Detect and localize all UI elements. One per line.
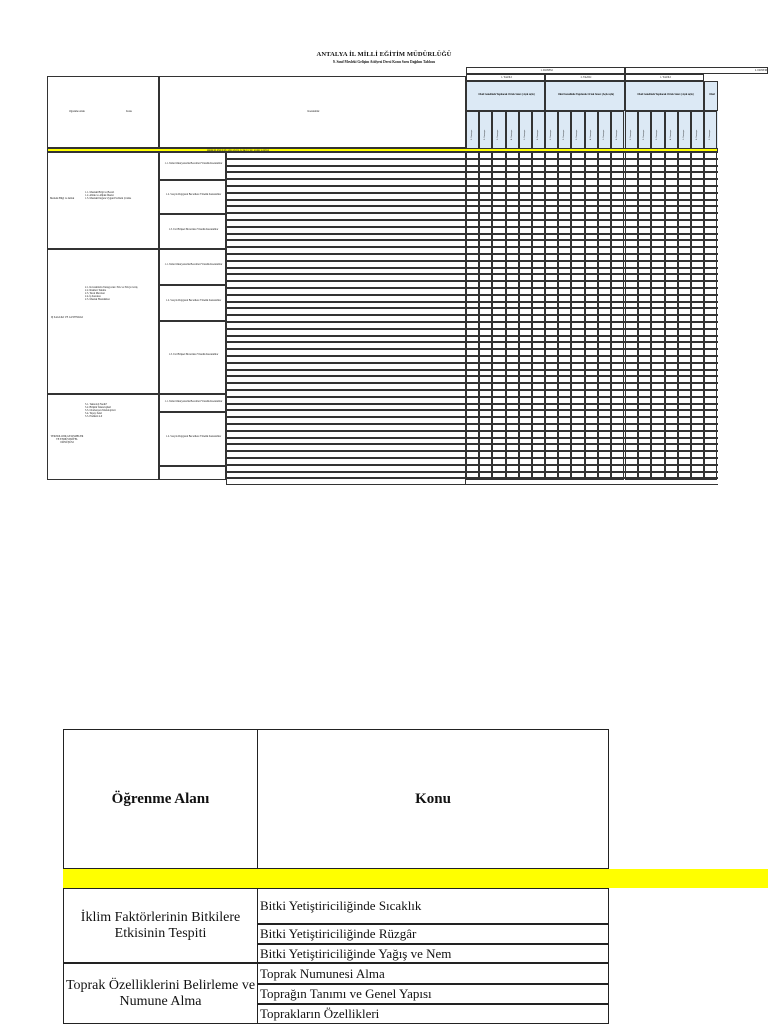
scenario-label: 4. Senaryo: [668, 129, 672, 140]
zoom-header-topic: Konu: [257, 729, 609, 869]
outcome-row: [226, 274, 466, 281]
outcome-row: [226, 302, 466, 309]
header-outcomes: Kazanımlar: [307, 110, 320, 113]
outcome-row: [226, 472, 466, 479]
outcome-row-grid: [466, 200, 718, 207]
outcome-row-grid: [466, 274, 718, 281]
outcome-row-grid: [466, 444, 718, 451]
outcome-row-grid: [466, 254, 718, 261]
scenario-label: 5. Senaryo: [601, 129, 605, 140]
outcome-row: [226, 152, 466, 159]
outcome-row: [226, 444, 466, 451]
outcome-row-grid: [466, 397, 718, 404]
outcome-row: [226, 329, 466, 336]
scenario-label: 1. Senaryo: [470, 129, 473, 140]
outcome-row: [226, 159, 466, 166]
scenario-label: 5. Senaryo: [522, 129, 526, 140]
outcome-row-grid: [466, 478, 718, 485]
scenario-label: 4. Senaryo: [509, 129, 513, 140]
outcome-row-grid: [466, 206, 718, 213]
outcome-row-grid: [466, 431, 718, 438]
sub-row-1-2: 1.2. Sosyal-Duygusal Becerilere Yönelik Kazanımlar: [159, 180, 226, 214]
outcome-row-grid: [466, 383, 718, 390]
scenario-header-1: Okul Genelinde Yapılacak Ortak Sınav (Açık uçlu): [466, 81, 545, 111]
outcome-row: [226, 458, 466, 465]
outcome-row: [226, 431, 466, 438]
outcome-row-grid: [466, 315, 718, 322]
scenario-header-4: Okul: [704, 81, 718, 111]
sub-row-3-2: 1.2. Sosyal-Duygusal Becerilere Yönelik Kazanımlar: [159, 412, 226, 466]
header-topic: Konu: [126, 110, 132, 113]
outcome-row-grid: [466, 438, 718, 445]
scenario-label: 1. Senaryo: [708, 129, 711, 140]
outcome-row: [226, 424, 466, 431]
outcome-row: [226, 295, 466, 302]
outcome-row-grid: [466, 342, 718, 349]
outcome-row-grid: [466, 281, 718, 288]
exam-2-header: 2. YAZILI: [545, 74, 625, 81]
outcome-row: [226, 336, 466, 343]
outcome-row-grid: [466, 451, 718, 458]
exam-3-header: 1. YAZILI: [625, 74, 704, 81]
scenario-header-3: Okul Genelinde Yapılacak Ortak Sınav (Açık uçlu): [625, 81, 704, 111]
outcome-row: [226, 356, 466, 363]
outcome-row-grid: [466, 404, 718, 411]
outcome-row: [226, 227, 466, 234]
outcome-row: [226, 383, 466, 390]
outcome-row-grid: [466, 227, 718, 234]
outcome-row: [226, 370, 466, 377]
outcome-row: [226, 288, 466, 295]
outcome-row: [226, 451, 466, 458]
outcome-row-grid: [466, 172, 718, 179]
outcome-row-grid: [466, 193, 718, 200]
outcome-row: [226, 220, 466, 227]
outcome-row: [226, 166, 466, 173]
outcome-row-grid: [466, 247, 718, 254]
sub-row-1-1: 1.1. Temel Okuryazarlık Becerileri Yönelik Kazanımlar: [159, 152, 226, 180]
outcome-row: [226, 193, 466, 200]
sub-row-3-1: 1.1. Temel Okuryazarlık Becerileri Yönelik Kazanımlar: [159, 394, 226, 412]
sub-row-3-3: [159, 466, 226, 480]
outcome-row: [226, 465, 466, 472]
outcome-row: [226, 281, 466, 288]
outcome-row-grid: [466, 363, 718, 370]
scenario-label: 5. Senaryo: [681, 129, 685, 140]
zoom-topic-1-1: Bitki Yetiştiriciliğinde Sıcaklık: [257, 888, 609, 924]
zoom-topic-1-2: Bitki Yetiştiriciliğinde Rüzgâr: [257, 924, 609, 944]
header-learning-area: Öğrenme Alanı: [69, 110, 85, 113]
scenario-label: 1. Senaryo: [549, 129, 552, 140]
outcome-row-grid: [466, 308, 718, 315]
scenario-label: 6. Senaryo: [615, 129, 618, 140]
outcome-row: [226, 390, 466, 397]
scenario-label: 6. Senaryo: [695, 129, 698, 140]
outcome-row: [226, 206, 466, 213]
outcome-row: [226, 376, 466, 383]
outcome-row-grid: [466, 295, 718, 302]
outcome-row: [226, 234, 466, 241]
outcome-row-grid: [466, 288, 718, 295]
scenario-label: 2. Senaryo: [562, 129, 566, 140]
outcome-row: [226, 363, 466, 370]
outcome-row: [226, 397, 466, 404]
document-title: ANTALYA İL MİLLİ EĞİTİM MÜDÜRLÜĞÜ: [316, 51, 452, 58]
outcome-row-grid: [466, 336, 718, 343]
outcome-row: [226, 179, 466, 186]
outcome-row-grid: [466, 424, 718, 431]
outcome-row-grid: [466, 472, 718, 479]
planned-questions-row: HEDEFLENEN PLANLANAN AÇIK UÇLU SORU SAYISI: [47, 148, 718, 152]
outcome-row: [226, 404, 466, 411]
zoom-yellow-row: [63, 869, 768, 888]
outcome-row-grid: [466, 302, 718, 309]
overview-table: [0, 0, 768, 500]
outcome-row-grid: [466, 410, 718, 417]
outcome-row: [226, 172, 466, 179]
zoom-topic-2-1: Toprak Numunesi Alma: [257, 963, 609, 984]
scenario-label: 3. Senaryo: [655, 129, 659, 140]
zoom-topic-2-2: Toprağın Tanımı ve Genel Yapısı: [257, 984, 609, 1004]
term-2-header: 2. DÖNEM: [625, 67, 768, 74]
outcome-row-grid: [466, 186, 718, 193]
outcome-row: [226, 268, 466, 275]
scenario-label: 2. Senaryo: [642, 129, 646, 140]
outcome-row-grid: [466, 417, 718, 424]
outcome-row: [226, 322, 466, 329]
zoom-area-2: Toprak Özelliklerini Belirleme ve Numune Alma: [63, 963, 258, 1024]
outcome-row-grid: [466, 213, 718, 220]
outcome-row: [226, 417, 466, 424]
sub-row-1-3: 1.3. Üst Bilişsel Becerilere Yönelik Kazanımlar: [159, 214, 226, 249]
outcome-row: [226, 349, 466, 356]
scenario-label: 3. Senaryo: [496, 129, 500, 140]
scenario-label: 6. Senaryo: [536, 129, 539, 140]
outcome-row-grid: [466, 349, 718, 356]
outcome-row-grid: [466, 329, 718, 336]
term-1-header: 1. DÖNEM: [466, 67, 625, 74]
outcome-row: [226, 410, 466, 417]
outcome-row: [226, 308, 466, 315]
outcome-row: [226, 342, 466, 349]
outcome-row: [226, 186, 466, 193]
outcome-row: [226, 254, 466, 261]
outcome-row: [226, 478, 466, 485]
outcome-row: [226, 315, 466, 322]
scenario-label: 1. Senaryo: [629, 129, 632, 140]
outcome-row-grid: [466, 458, 718, 465]
outcome-row: [226, 240, 466, 247]
outcome-row: [226, 200, 466, 207]
outcome-row-grid: [466, 356, 718, 363]
outcome-row-grid: [466, 240, 718, 247]
outcome-row-grid: [466, 179, 718, 186]
scenario-header-2: Okul Genelinde Yapılacak Ortak Sınav (Açık uçlu): [545, 81, 625, 111]
outcome-row-grid: [466, 261, 718, 268]
exam-1-header: 1. YAZILI: [466, 74, 545, 81]
outcome-row: [226, 247, 466, 254]
sub-row-2-3: 1.3. Üst Bilişsel Becerilere Yönelik Kazanımlar: [159, 321, 226, 394]
sub-row-2-1: 1.1. Temel Okuryazarlık Becerileri Yönelik Kazanımlar: [159, 249, 226, 285]
outcome-row-grid: [466, 370, 718, 377]
outcome-row-grid: [466, 268, 718, 275]
scenario-label: 3. Senaryo: [575, 129, 579, 140]
zoom-header-learning-area: Öğrenme Alanı: [63, 729, 258, 869]
outcome-row-grid: [466, 465, 718, 472]
scenario-label: 2. Senaryo: [483, 129, 487, 140]
header-cell-area: [47, 76, 159, 148]
area-block-2: İŞ SAĞLIĞI VE GÜVENLİĞİ 2.1. Kavramlarla Tanışıyoruz: İSG ve İSG'ye Giriş 2.2. Riskleri Tanıma 2.3. Yasal Mevzuat 2.4. İş Kazaları 2.5. Meslek Hastalıkları: [47, 249, 159, 394]
outcome-row-grid: [466, 152, 718, 159]
area-block-1: Mesleki Bilgi ve Ahlak 1.1. Mesleki Bilgi ve Beceri 1.2. Ahlak ve Ahlaki İlkeler 1.3. Mesleki Değere Uygun Problem Çözme: [47, 152, 159, 249]
zoom-topic-2-3: Toprakların Özellikleri: [257, 1004, 609, 1024]
document-subtitle: 9. Sınıf Mesleki Gelişim Atölyesi Dersi Konu Soru Dağılım Tablosu: [332, 60, 436, 64]
outcome-row-grid: [466, 376, 718, 383]
outcome-row: [226, 213, 466, 220]
scenario-label: 4. Senaryo: [588, 129, 592, 140]
outcome-row-grid: [466, 220, 718, 227]
sub-row-2-2: 1.2. Sosyal-Duygusal Becerilere Yönelik Kazanımlar: [159, 285, 226, 321]
zoom-topic-1-3: Bitki Yetiştiriciliğinde Yağış ve Nem: [257, 944, 609, 963]
area-block-3: TEKNOLOJİK GELİŞMELER VE ENDÜSTRİYEL DÖNÜŞÜM 3.1. Teknoloji Nedir? 3.2. Bilişim Teknolojileri 3.3. Otomasyon Teknolojileri 3.4. Yapay Zekâ 3.5. Endüstri 4.0: [47, 394, 159, 480]
outcome-row-grid: [466, 390, 718, 397]
outcome-row-grid: [466, 234, 718, 241]
header-outcomes-cell: [159, 76, 466, 148]
outcome-row-grid: [466, 322, 718, 329]
outcome-row: [226, 261, 466, 268]
outcome-row-grid: [466, 166, 718, 173]
zoom-area-1: İklim Faktörlerinin Bitkilere Etkisinin Tespiti: [63, 888, 258, 963]
outcome-row-grid: [466, 159, 718, 166]
outcome-row: [226, 438, 466, 445]
